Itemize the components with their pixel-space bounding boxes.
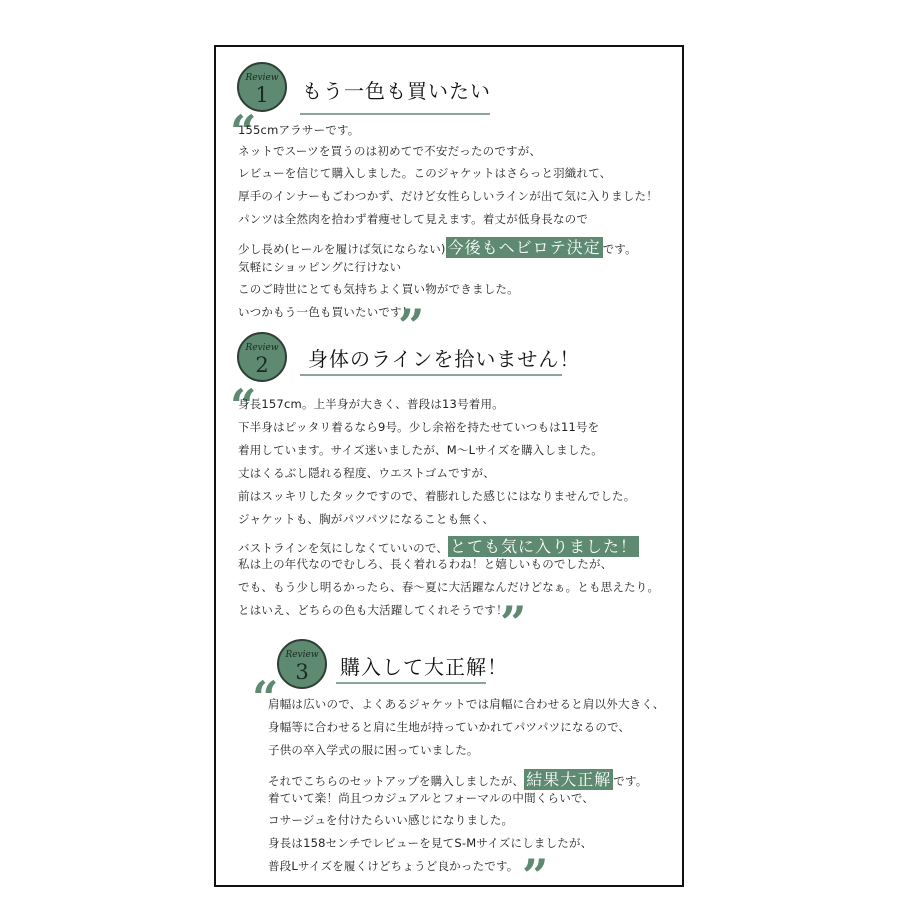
highlight-text: 結果大正解 [526, 770, 612, 789]
title-underline [300, 113, 490, 115]
highlight-post: です。 [613, 774, 648, 788]
close-quote-icon: ” [398, 299, 425, 353]
review-badge-3 [277, 639, 327, 689]
badge-label: Review [245, 73, 279, 83]
close-quote-icon: ” [522, 849, 549, 903]
review-line: コサージュを付けたらいい感じになりました。 [268, 813, 514, 827]
review-line: このご時世にとても気持ちよく買い物ができました。 [238, 282, 519, 296]
highlight-post: です。 [602, 242, 637, 256]
review-line: 丈はくるぶし隠れる程度、ウエストゴムですが、 [238, 466, 495, 480]
highlight-line [268, 767, 647, 790]
review-line: 肩幅は広いので、よくあるジャケットでは肩幅に合わせると肩以外大きく、 [268, 697, 665, 711]
review-title: 身体のラインを拾いません！ [308, 347, 581, 371]
title-underline [336, 682, 486, 684]
highlight-text: 今後もヘビロテ決定 [447, 238, 601, 257]
badge-label: Review [245, 343, 279, 353]
highlight-line [238, 534, 639, 557]
review-line: 気軽にショッピングに行けない [238, 260, 402, 274]
highlight-pre: 少し長め(ヒールを履けば気にならない) [238, 242, 446, 256]
title-underline [300, 374, 562, 376]
review-line: とはいえ、どちらの色も大活躍してくれそうです！ [238, 603, 508, 617]
open-quote-icon: “ [230, 379, 257, 433]
review-line: 155cmアラサーです。 [238, 123, 360, 137]
review-line: ジャケットも、胸がパツパツになることも無く、 [238, 512, 495, 526]
reviews-panel [214, 45, 684, 903]
highlight-line [238, 235, 637, 258]
review-line: でも、もう少し明るかったら、春〜夏に大活躍なんだけどなぁ。とも思えたり。 [238, 580, 660, 594]
review-title: もう一色も買いたい [302, 79, 491, 103]
review-line: 厚手のインナーもごわつかず、だけど女性らしいラインが出て気に入りました！ [238, 189, 658, 203]
review-line: 着用しています。サイズ迷いましたが、M〜Lサイズを購入しました。 [238, 443, 603, 457]
review-line: 下半身はピッタリ着るなら9号。少し余裕を持たせていつもは11号を [238, 420, 600, 434]
highlight-pre: バストラインを気にしなくていいので、 [238, 541, 449, 555]
highlight-text: とても気に入りました！ [450, 537, 638, 556]
review-line: ネットでスーツを買うのは初めてで不安だったのですが、 [238, 144, 542, 158]
highlight-pre: それでこちらのセットアップを購入しましたが、 [268, 774, 525, 788]
badge-number: 2 [255, 353, 269, 377]
badge-number: 1 [255, 83, 269, 107]
open-quote-icon: “ [252, 671, 279, 725]
review-line: レビューを信じて購入しました。このジャケットはさらっと羽織れて、 [238, 166, 612, 180]
badge-label: Review [285, 650, 319, 660]
review-line: 身長157cm。上半身が大きく、普段は13号着用。 [238, 397, 504, 411]
close-quote-icon: ” [500, 596, 527, 650]
review-line: いつかもう一色も買いたいです！ [238, 305, 414, 319]
review-badge-2 [237, 332, 287, 382]
review-line: パンツは全然肉を拾わず着痩せして見えます。着丈が低身長なので [238, 212, 589, 226]
review-title: 購入して大正解！ [340, 655, 508, 679]
review-line: 身長は158センチでレビューを見てS-Mサイズにしましたが、 [268, 836, 593, 850]
open-quote-icon: “ [230, 105, 257, 159]
badge-number: 3 [295, 660, 309, 684]
review-line: 普段Lサイズを履くけどちょうど良かったです。 [268, 859, 519, 873]
review-line: 身幅等に合わせると肩に生地が持っていかれてパツパツになるので、 [268, 720, 631, 734]
review-line: 私は上の年代なのでむしろ、長く着れるわね！と嬉しいものでしたが、 [238, 557, 613, 571]
review-line: 前はスッキリしたタックですので、着膨れした感じにはなりませんでした。 [238, 489, 636, 503]
review-line: 子供の卒入学式の服に困っていました。 [268, 743, 479, 757]
review-line: 着ていて楽！尚且つカジュアルとフォーマルの中間くらいで、 [268, 791, 595, 805]
